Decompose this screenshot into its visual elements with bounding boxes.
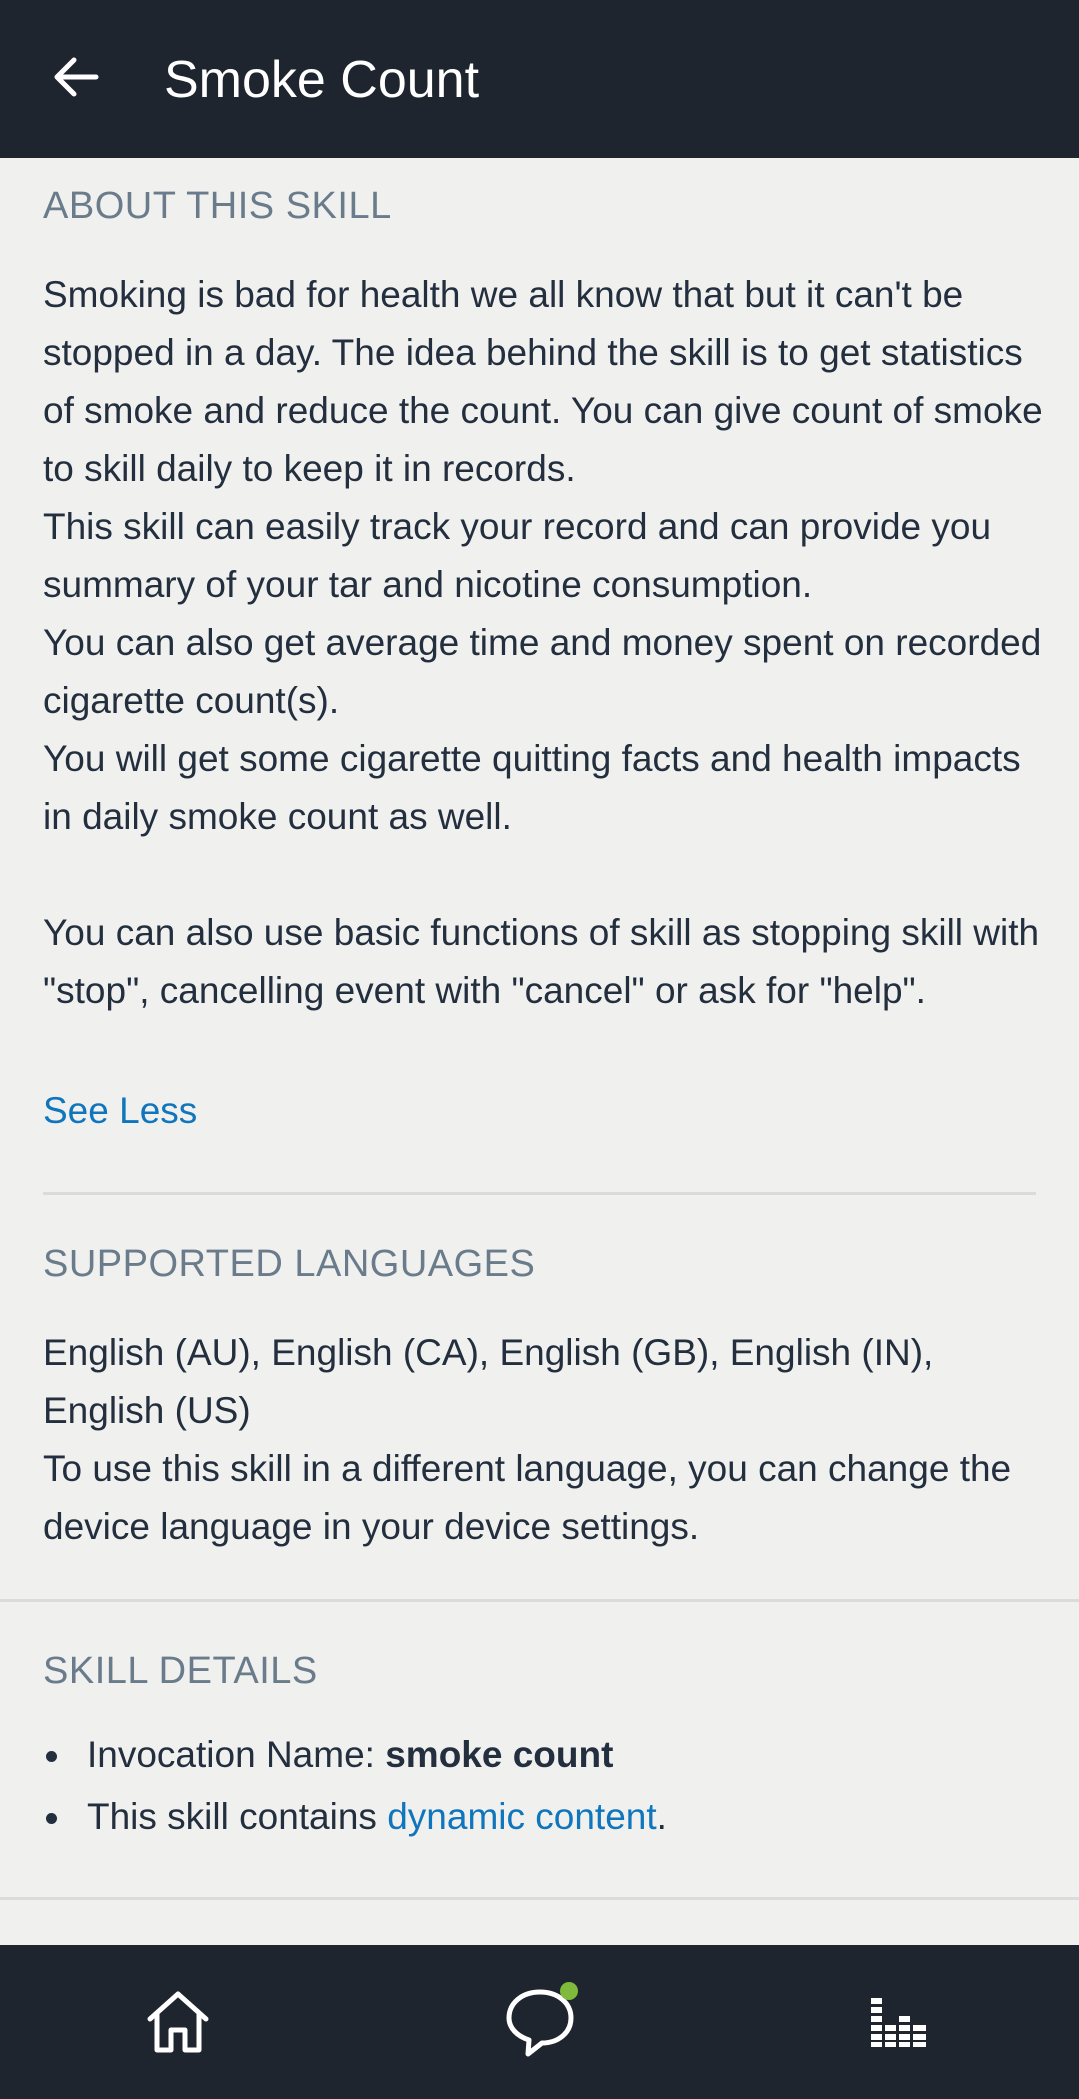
about-heading: ABOUT THIS SKILL [43, 185, 392, 227]
bottom-navigation [0, 1945, 1079, 2099]
back-button[interactable] [40, 41, 112, 113]
section-divider [0, 1599, 1079, 1602]
invocation-value: smoke count [385, 1734, 614, 1775]
see-less-link[interactable]: See Less [43, 1090, 198, 1131]
nav-chat-button[interactable] [460, 1945, 620, 2099]
invocation-label: Invocation Name: [87, 1734, 386, 1775]
invocation-name-item [43, 1724, 667, 1786]
details-list [43, 1724, 667, 1848]
nav-home-button[interactable] [98, 1945, 258, 2099]
dynamic-suffix: . [656, 1796, 667, 1837]
dynamic-content-link[interactable]: dynamic content [387, 1796, 657, 1837]
languages-list: English (AU), English (CA), English (GB), English (IN), English (US) [43, 1332, 934, 1431]
back-arrow-icon [50, 51, 102, 103]
dynamic-prefix: This skill contains [87, 1796, 388, 1837]
details-heading: SKILL DETAILS [43, 1650, 318, 1692]
home-icon [144, 1988, 212, 2056]
chat-icon [498, 1980, 582, 2064]
section-divider [0, 1897, 1079, 1900]
notification-dot [560, 1982, 578, 2000]
section-divider [43, 1192, 1036, 1195]
about-description: Smoking is bad for health we all know that but it can't be stopped in a day. The idea behind the skill is to get statistics of smoke and reduce the count. You can give count of smoke to skill daily to keep it in records. This skill can easily track your record and can provide you summary of your tar and nicotine consumption. You can also get average time and money spent on recorded cigarette count(s). You will get some cigarette quitting facts and health impacts in daily smoke count as well. You can also use basic functions of skill as stopping skill with "stop", cancelling event with "cancel" or ask for "help". [43, 274, 1043, 1011]
nav-activity-button[interactable] [819, 1945, 979, 2099]
activity-bars-icon [869, 1996, 929, 2048]
see-less-row [43, 1082, 1043, 1140]
skill-detail-content[interactable] [0, 158, 1079, 1945]
app-header [0, 0, 1079, 158]
dynamic-content-item [43, 1786, 667, 1848]
page-title: Smoke Count [164, 51, 480, 109]
languages-heading: SUPPORTED LANGUAGES [43, 1243, 536, 1285]
languages-note: To use this skill in a different language, you can change the device language in your device settings. [43, 1448, 1012, 1547]
about-description-block [43, 266, 1043, 1020]
languages-block [43, 1324, 1043, 1556]
